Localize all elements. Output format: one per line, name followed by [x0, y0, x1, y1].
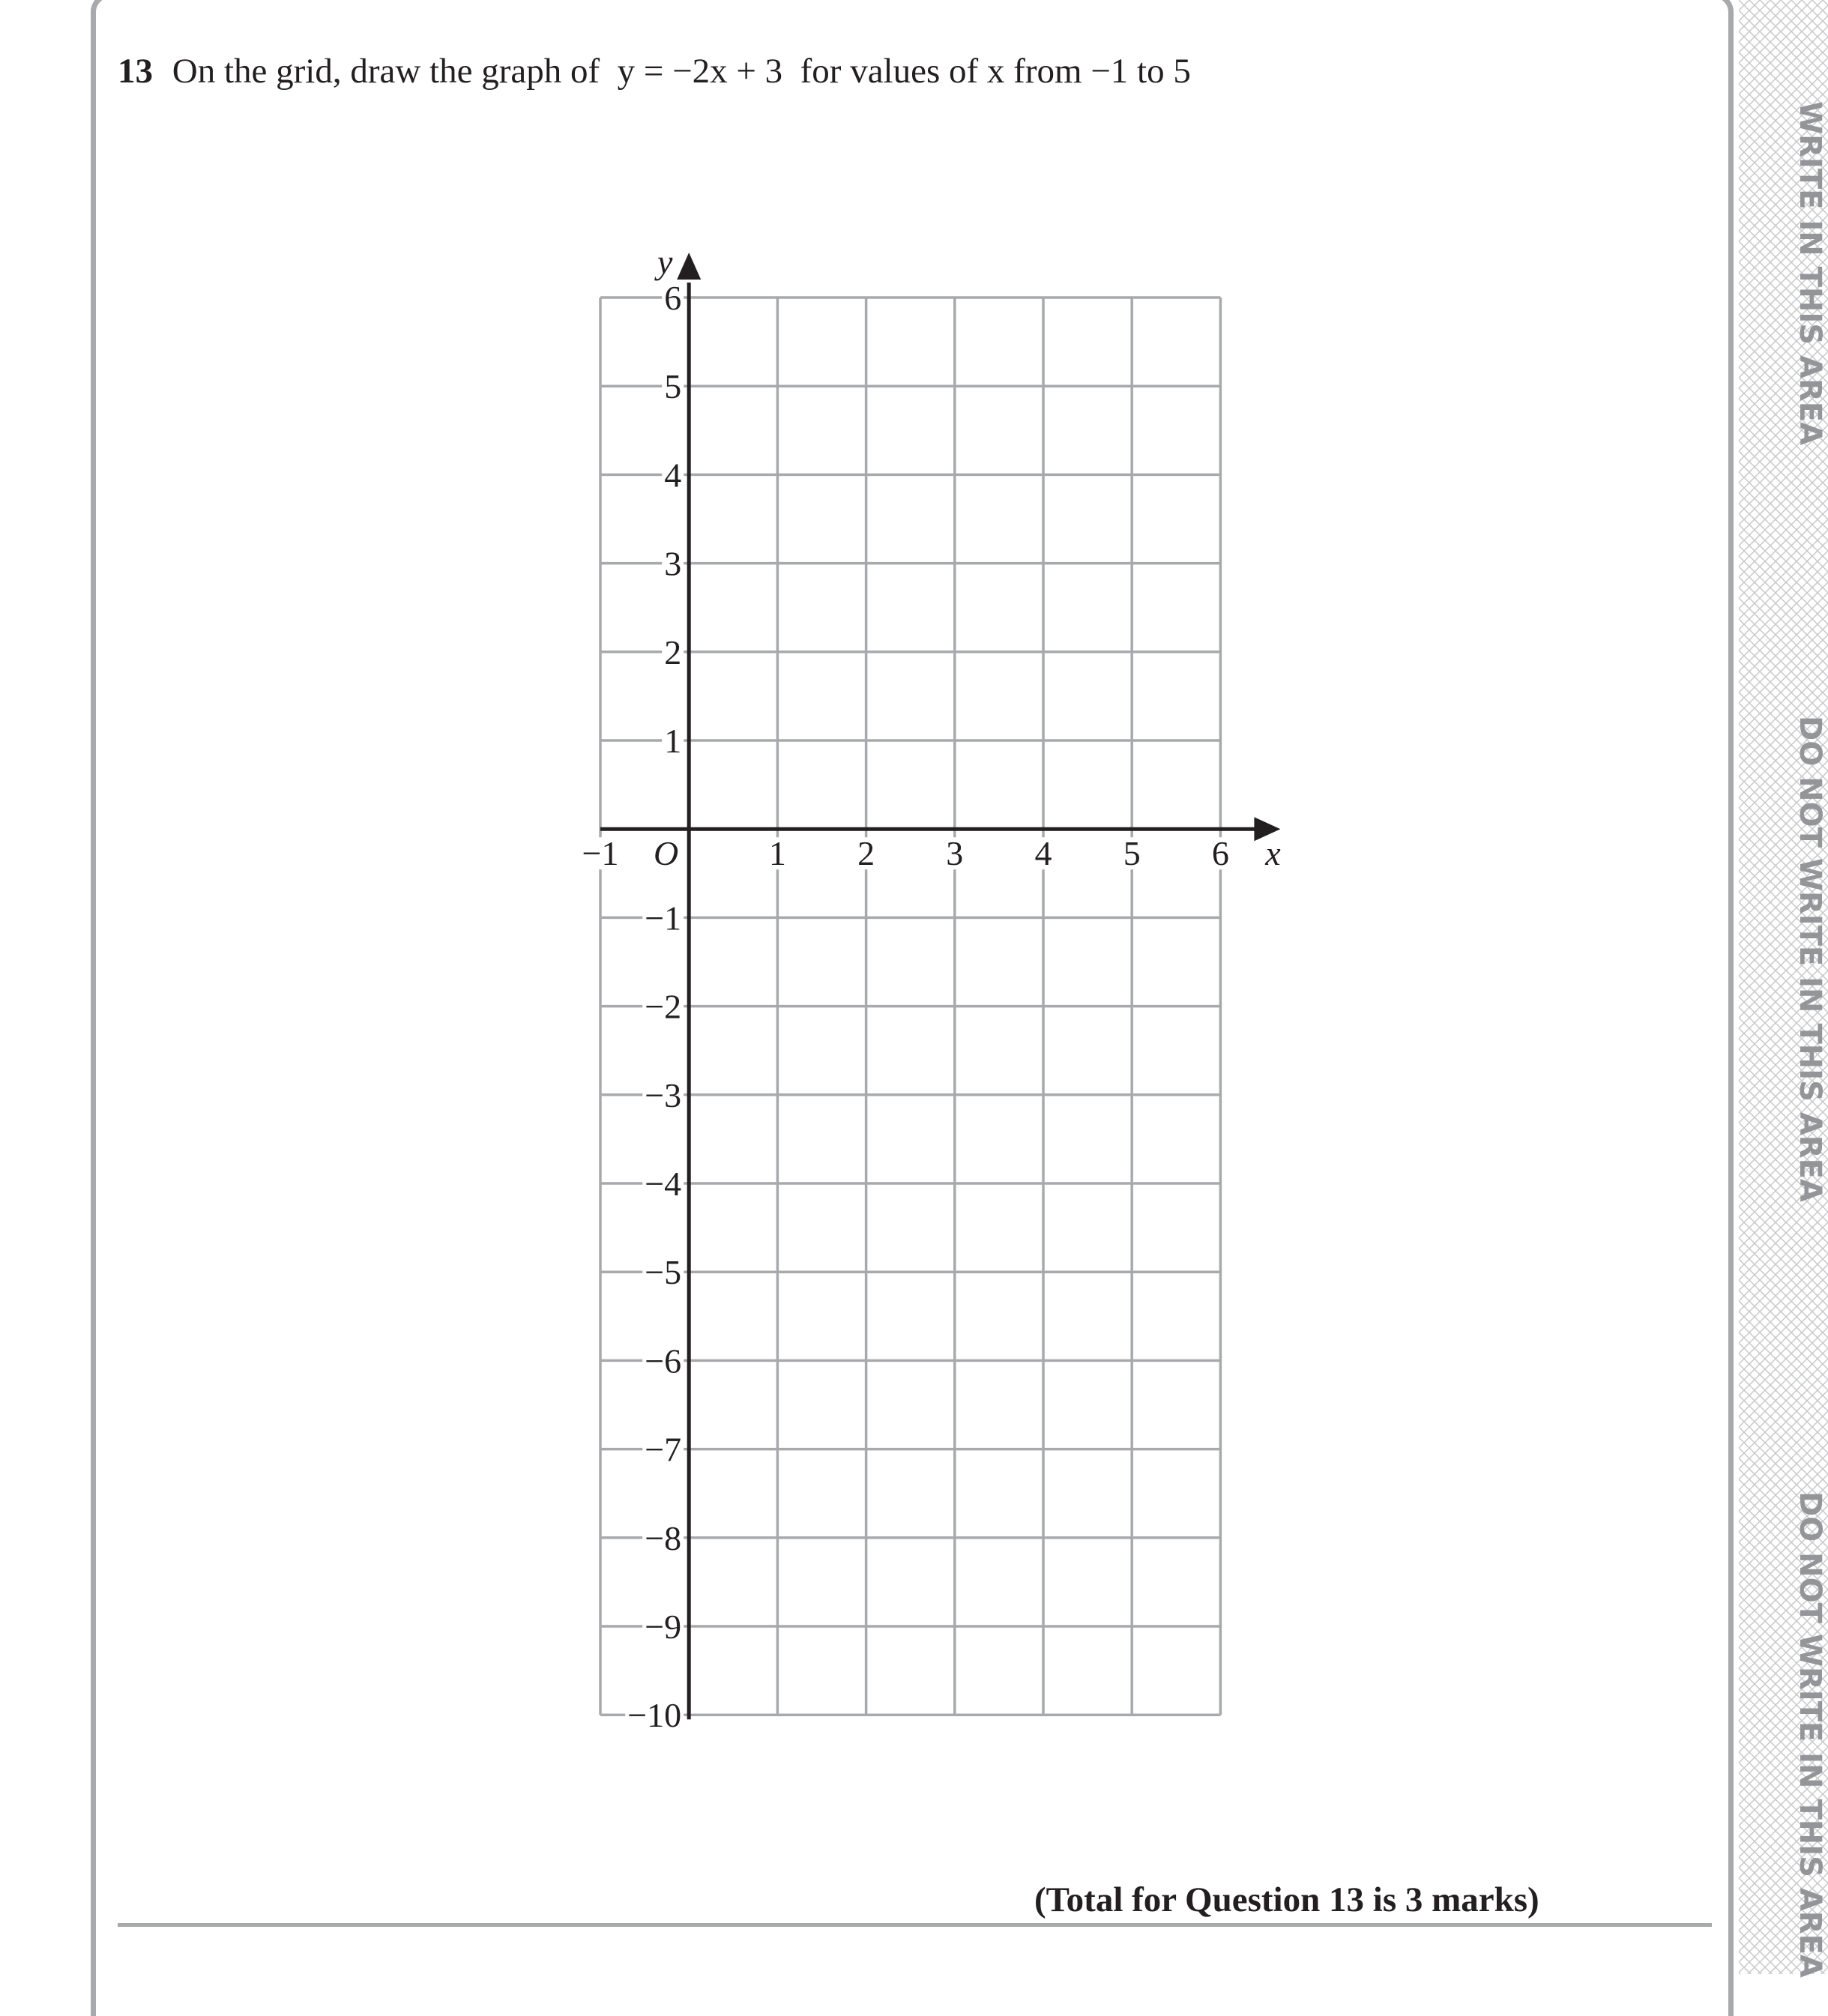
y-tick-label: −6	[645, 1342, 682, 1380]
y-tick-label: 5	[664, 367, 682, 406]
total-marks: (Total for Question 13 is 3 marks)	[1034, 1880, 1539, 1919]
question-number: 13	[118, 52, 153, 91]
y-tick-label: 1	[664, 722, 682, 760]
x-tick-label: 2	[857, 834, 875, 873]
margin-label-write: WRITE IN THIS AREA	[1793, 101, 1827, 446]
y-axis-label: y	[657, 243, 673, 281]
x-tick-label: 5	[1123, 834, 1141, 873]
y-tick-label: −5	[645, 1253, 682, 1292]
margin-label-do-not-write: DO NOT WRITE IN THIS AREA	[1793, 716, 1827, 1202]
y-tick-label: 3	[664, 544, 682, 583]
margin-label-do-not-write-2: DO NOT WRITE IN THIS AREA	[1793, 1491, 1827, 1978]
y-tick-label: −10	[627, 1696, 682, 1735]
y-tick-label: −4	[645, 1165, 682, 1203]
question-range: for values of x from −1 to 5	[800, 52, 1191, 91]
origin-label: O	[653, 834, 679, 873]
y-tick-label: −3	[645, 1075, 682, 1114]
y-tick-label: −2	[645, 987, 682, 1026]
y-tick-label: −1	[645, 899, 682, 938]
question-divider	[118, 1923, 1712, 1927]
y-tick-label: −8	[645, 1518, 682, 1557]
x-tick-label: 3	[946, 834, 964, 873]
y-tick-label: 4	[664, 456, 682, 495]
question-equation: y = −2x + 3	[617, 52, 783, 91]
y-tick-label: 2	[664, 633, 682, 672]
question-intro: On the grid, draw the graph of	[172, 52, 600, 91]
y-tick-label: 6	[664, 279, 682, 317]
y-axis-arrow	[677, 253, 701, 280]
y-tick-label: −7	[645, 1430, 682, 1469]
x-tick-label: 4	[1034, 834, 1052, 873]
x-tick-label: −1	[582, 834, 619, 873]
x-tick-label: 1	[768, 834, 786, 873]
y-tick-label: −9	[645, 1608, 682, 1646]
x-axis-label: x	[1265, 834, 1281, 873]
x-tick-label: 6	[1211, 834, 1229, 873]
